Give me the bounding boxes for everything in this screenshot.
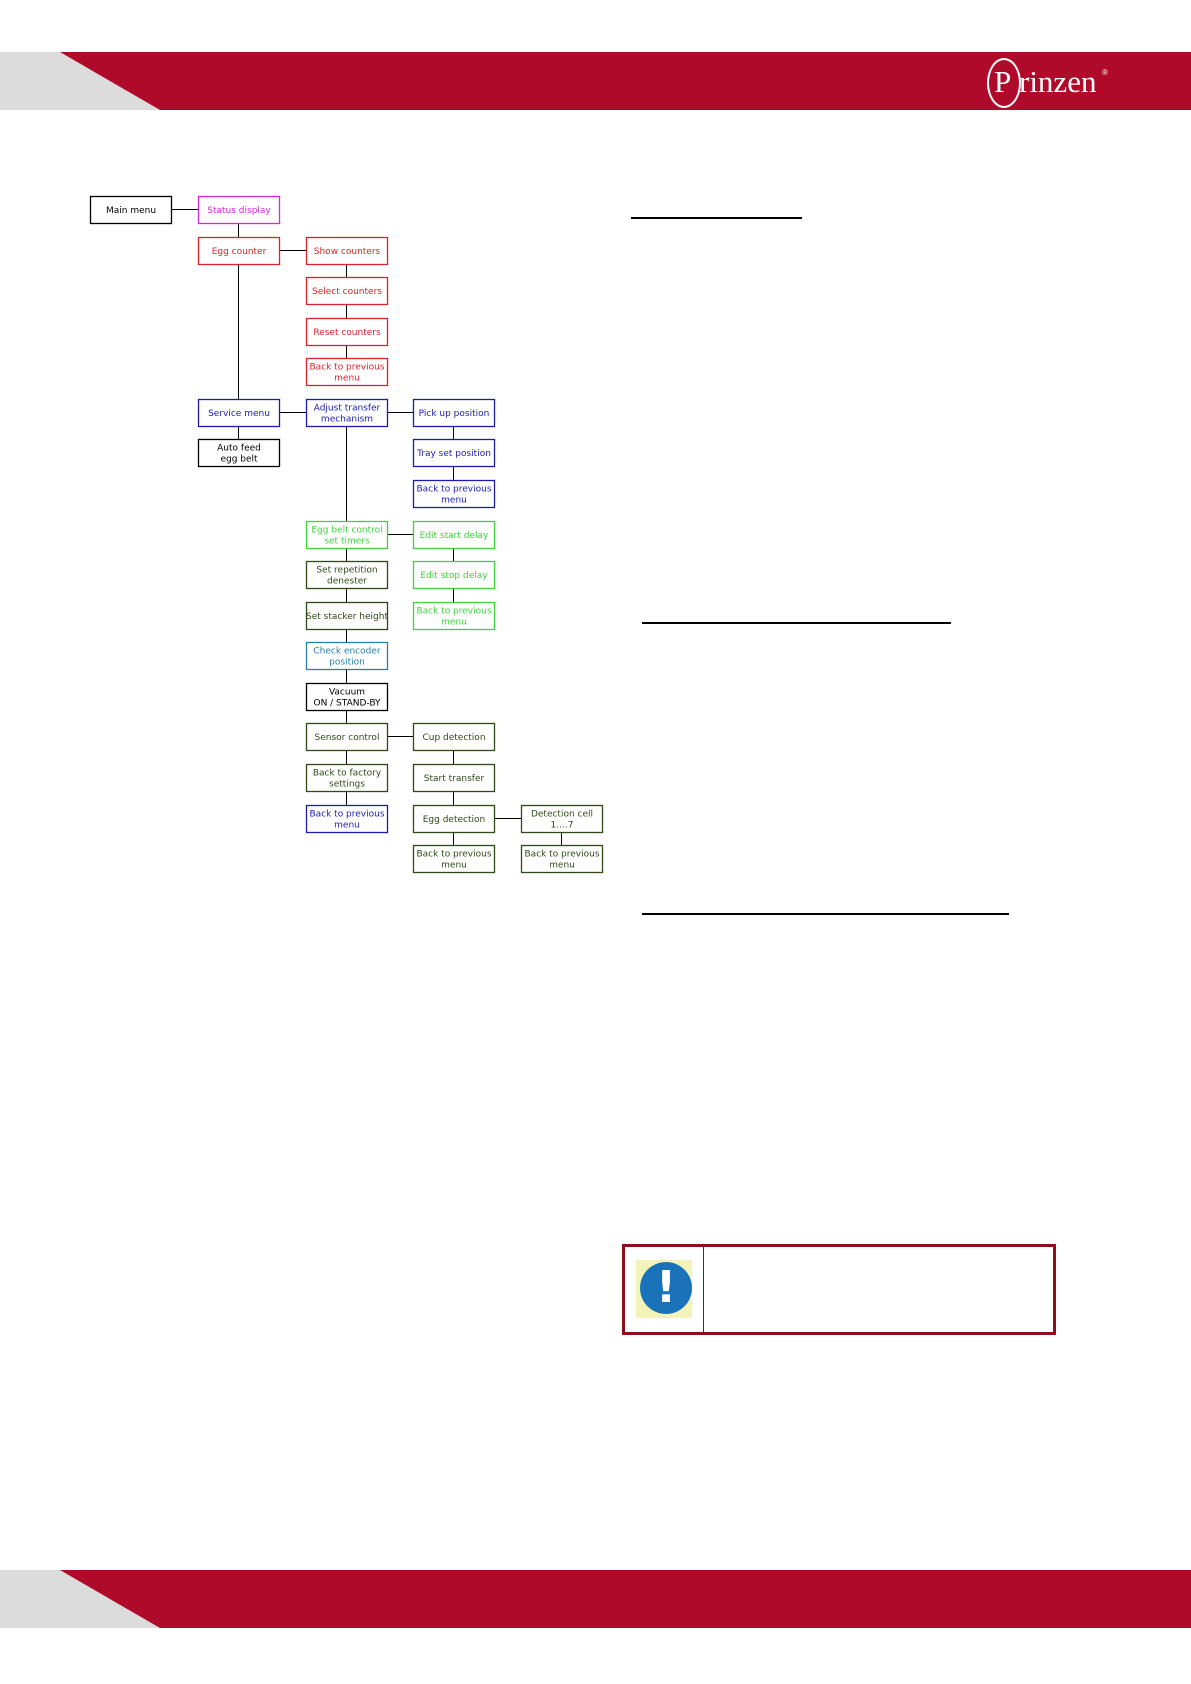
diagram-nodes bbox=[91, 197, 603, 873]
node-label: menu bbox=[549, 860, 575, 871]
node-label: Auto feed bbox=[217, 443, 261, 454]
node-select-counters bbox=[307, 278, 388, 305]
node-label: menu bbox=[441, 495, 467, 506]
node-label: Set repetition bbox=[316, 565, 378, 576]
node-edit-start bbox=[414, 522, 495, 549]
heading-rule-3 bbox=[642, 913, 1009, 915]
node-label: menu bbox=[334, 373, 360, 384]
node-label: egg belt bbox=[220, 454, 258, 465]
node-label: menu bbox=[334, 820, 360, 831]
node-detection-cell bbox=[522, 806, 603, 833]
node-reset-counters bbox=[307, 319, 388, 346]
node-auto-feed bbox=[199, 440, 280, 467]
node-label: Detection cell bbox=[530, 809, 594, 820]
node-back-service bbox=[307, 806, 388, 833]
node-label: position bbox=[329, 657, 365, 668]
logo-wordmark: rinzen bbox=[1019, 64, 1097, 99]
node-label: Main menu bbox=[105, 206, 157, 216]
logo-registered-mark: ® bbox=[1102, 68, 1108, 77]
node-label: Show counters bbox=[313, 247, 381, 257]
node-start-transfer bbox=[414, 765, 495, 792]
node-back-timers bbox=[414, 603, 495, 630]
node-egg-counter bbox=[199, 238, 280, 265]
node-back-detection-cell bbox=[522, 846, 603, 873]
exclamation-icon: ! bbox=[640, 1262, 692, 1314]
node-label: menu bbox=[441, 860, 467, 871]
footer-band-red bbox=[0, 1570, 1191, 1628]
node-pick-up bbox=[414, 400, 495, 427]
node-back-counters bbox=[307, 359, 388, 386]
heading-rule-2 bbox=[642, 622, 951, 624]
node-label: denester bbox=[327, 576, 367, 587]
node-sensor-control bbox=[307, 724, 388, 751]
node-back-transfer bbox=[414, 481, 495, 508]
node-label: Back to previous bbox=[416, 484, 492, 495]
node-label: Start transfer bbox=[423, 774, 485, 784]
node-set-stacker bbox=[306, 603, 388, 630]
node-service-menu bbox=[199, 400, 280, 427]
notice-box bbox=[622, 1244, 1056, 1335]
node-label: Select counters bbox=[312, 287, 382, 297]
logo-letter: P bbox=[994, 64, 1012, 99]
node-label: set timers bbox=[324, 536, 370, 547]
node-label: mechanism bbox=[320, 414, 374, 425]
node-check-encoder bbox=[307, 643, 388, 670]
node-label: Pick up position bbox=[418, 409, 490, 419]
node-back-egg-detection bbox=[414, 846, 495, 873]
node-label: Back to previous bbox=[309, 809, 385, 820]
node-cup-detection bbox=[414, 724, 495, 751]
node-tray-set bbox=[414, 440, 495, 467]
node-egg-detection bbox=[414, 806, 495, 833]
node-adjust-transfer bbox=[307, 400, 388, 427]
node-label: Back to previous bbox=[416, 849, 492, 860]
node-label: Adjust transfer bbox=[313, 403, 381, 414]
node-show-counters bbox=[307, 238, 388, 265]
node-label: Back to factory bbox=[312, 768, 382, 779]
node-label: Vacuum bbox=[328, 687, 366, 698]
node-label: Tray set position bbox=[417, 449, 491, 459]
node-set-repetition bbox=[307, 562, 388, 589]
heading-rule-1 bbox=[631, 217, 802, 219]
node-label: Cup detection bbox=[422, 733, 486, 743]
node-vacuum bbox=[307, 684, 388, 711]
node-label: Check encoder bbox=[313, 646, 381, 657]
node-status-display bbox=[199, 197, 280, 224]
node-label: 1....7 bbox=[550, 820, 574, 831]
node-label: Status display bbox=[207, 206, 271, 216]
node-label: Egg belt control bbox=[311, 525, 383, 536]
node-label: Back to previous bbox=[416, 606, 492, 617]
node-back-factory bbox=[307, 765, 388, 792]
node-edit-stop bbox=[414, 562, 495, 589]
node-egg-belt-timers bbox=[307, 522, 388, 549]
node-label: Reset counters bbox=[313, 328, 381, 338]
node-main-menu bbox=[91, 197, 172, 224]
notice-icon-cell bbox=[625, 1247, 704, 1332]
node-label: Set stacker height bbox=[306, 612, 388, 622]
node-label: Back to previous bbox=[309, 362, 385, 373]
node-label: menu bbox=[441, 617, 467, 628]
node-label: Back to previous bbox=[524, 849, 600, 860]
node-label: settings bbox=[329, 779, 365, 790]
node-label: Edit stop delay bbox=[420, 571, 488, 581]
node-label: Edit start delay bbox=[419, 531, 489, 541]
footer-band bbox=[0, 1570, 1191, 1628]
node-label: ON / STAND-BY bbox=[313, 698, 381, 709]
node-label: Egg counter bbox=[211, 247, 267, 257]
node-label: Egg detection bbox=[422, 815, 486, 825]
node-label: Service menu bbox=[208, 409, 270, 419]
node-label: Sensor control bbox=[314, 733, 380, 743]
